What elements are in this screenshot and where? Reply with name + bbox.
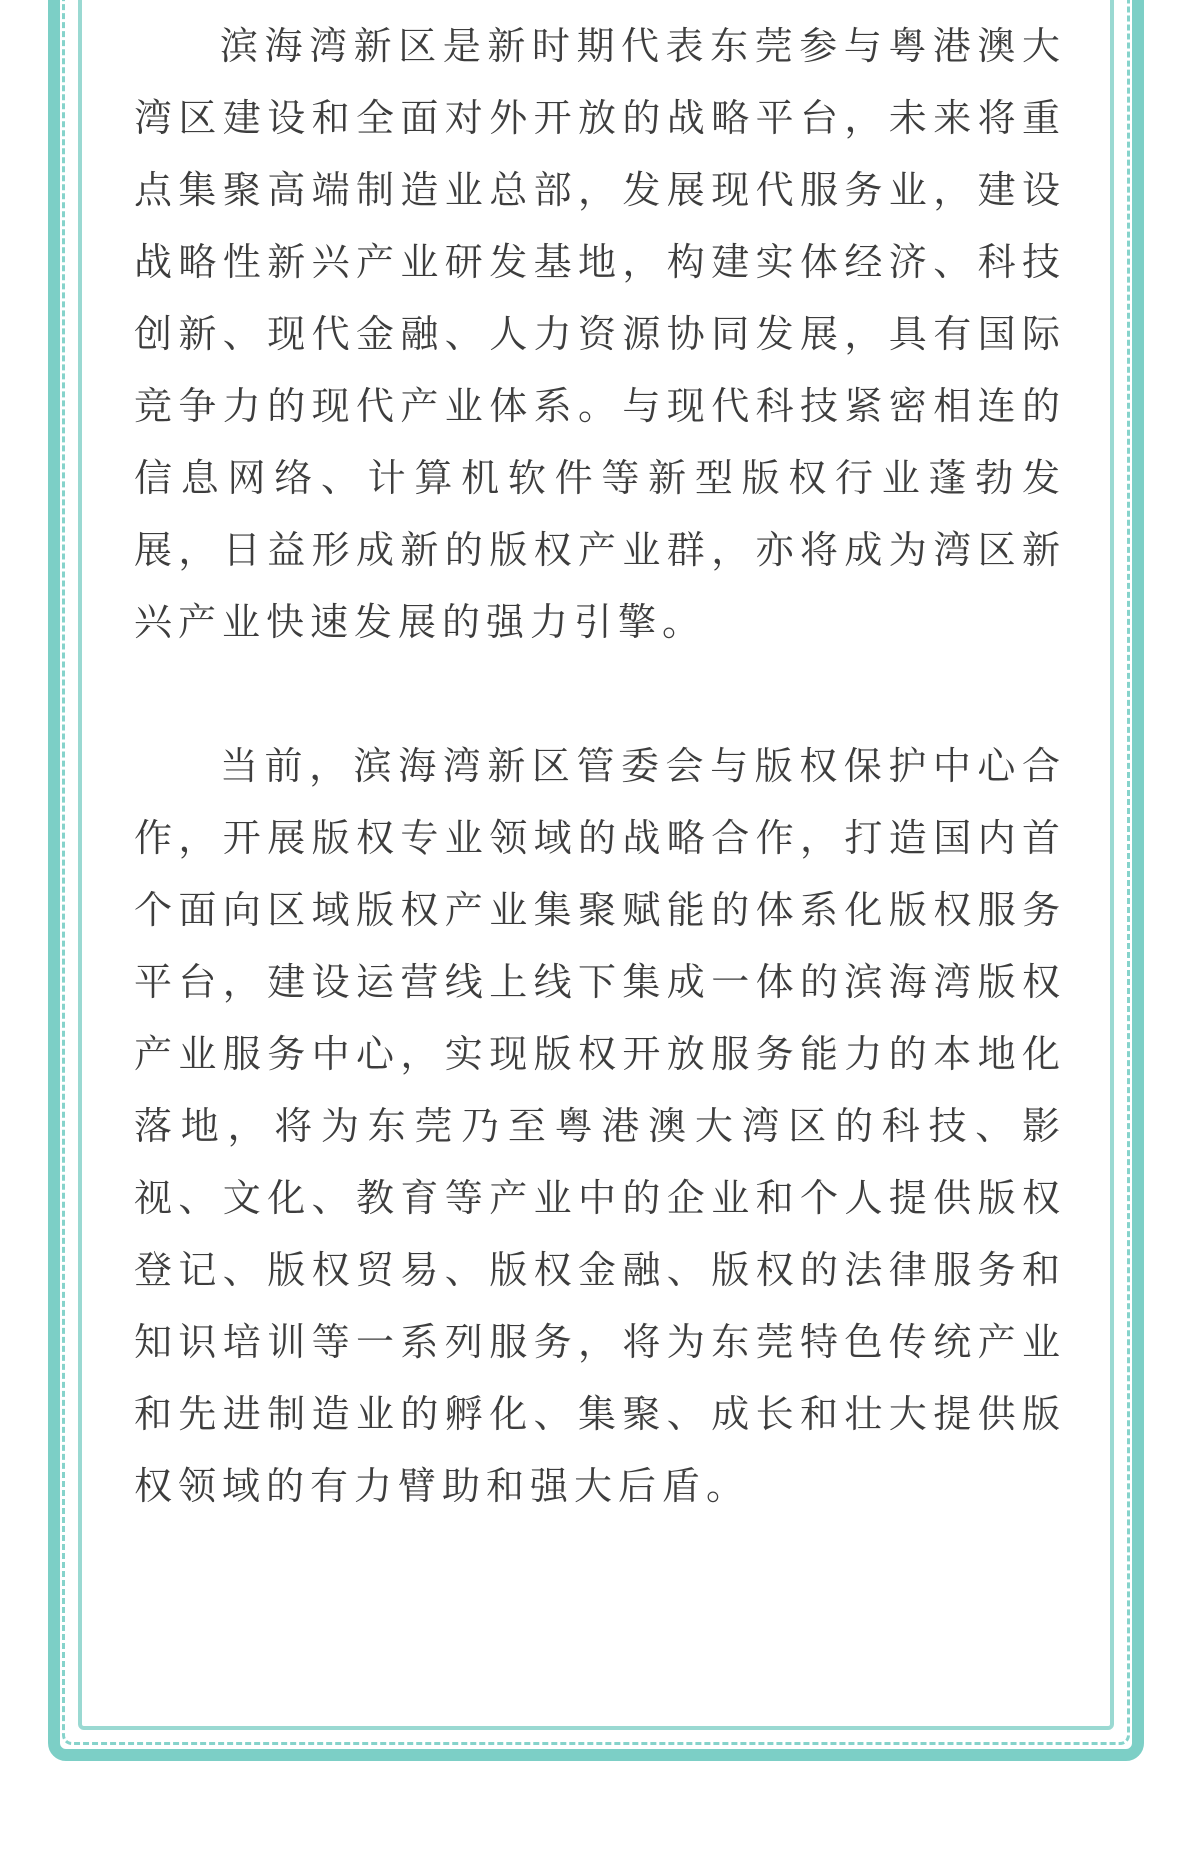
paragraph-copyright-service: 当前，滨海湾新区管委会与版权保护中心合作，开展版权专业领域的战略合作，打造国内首个面向区域版权产业集聚赋能的体系化版权服务平台，建设运营线上线下集成一体的滨海湾版权产业服务中心，实现版权开放服务能力的本地化落地，将为东莞乃至粤港澳大湾区的科技、影视、文化、教育等产业中的企业和个人提供版权登记、版权贸易、版权金融、版权的法律服务和知识培训等一系列服务，将为东莞特色传统产业和先进制造业的孵化、集聚、成长和壮大提供版权领域的有力臂助和强大后盾。 bbox=[134, 744, 1066, 1508]
paragraph-binhaiwan-intro: 滨海湾新区是新时期代表东莞参与粤港澳大湾区建设和全面对外开放的战略平台，未来将重点集聚高端制造业总部，发展现代服务业，建设战略性新兴产业研发基地，构建实体经济、科技创新、现代金融、人力资源协同发展，具有国际竞争力的现代产业体系。与现代科技紧密相连的信息网络、计算机软件等新型版权行业蓬勃发展，日益形成新的版权产业群，亦将成为湾区新兴产业快速发展的强力引擎。 bbox=[134, 24, 1066, 644]
article-body bbox=[134, 10, 1066, 1522]
